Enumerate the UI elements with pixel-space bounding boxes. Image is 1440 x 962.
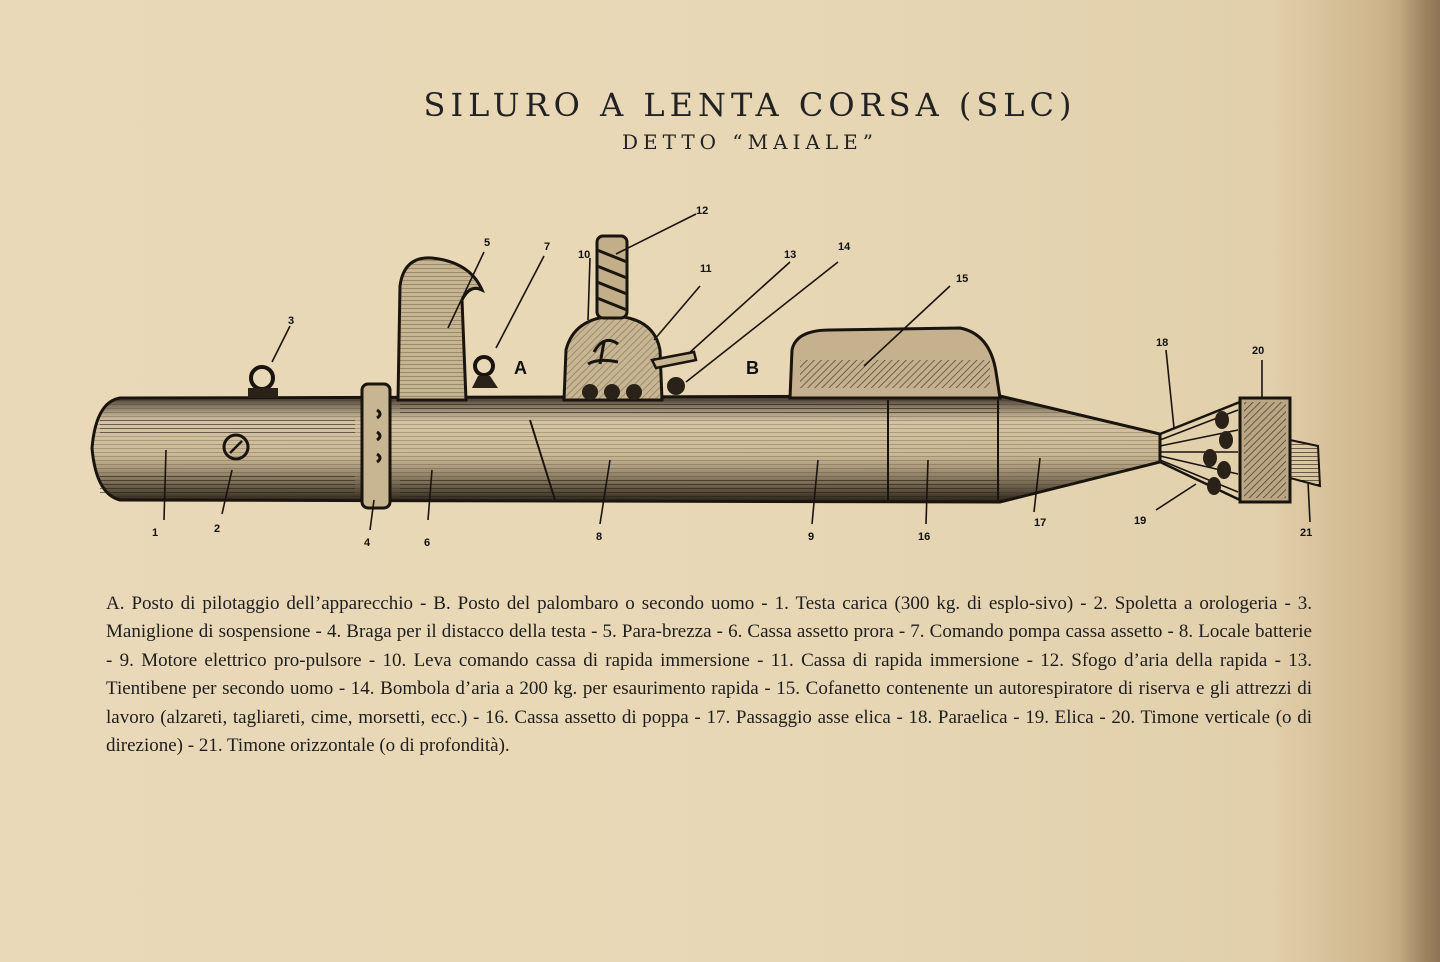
callout-3: 3 <box>288 315 295 327</box>
callout-8: 8 <box>596 531 603 543</box>
torpedo-hull <box>92 384 1160 508</box>
figure-title: SILURO A LENTA CORSA (SLC) <box>423 86 1077 124</box>
callout-21: 21 <box>1300 527 1313 539</box>
callout-1: 1 <box>152 527 159 539</box>
callout-2: 2 <box>214 523 221 535</box>
callout-9: 9 <box>808 531 815 543</box>
callout-19: 19 <box>1134 515 1147 527</box>
section-label-b: B <box>746 358 759 378</box>
callout-17: 17 <box>1034 517 1047 529</box>
callout-13: 13 <box>784 249 797 261</box>
tool-box <box>790 328 1000 398</box>
section-label-a: A <box>514 358 527 378</box>
callout-6: 6 <box>424 537 431 549</box>
windshield <box>398 258 482 400</box>
figure-legend-caption: A. Posto di pilotaggio dell’apparecchio - B. Posto del palombaro o secondo uomo - 1. Testa carica (300 kg. di esplo-sivo) - 2. Spoletta a orologeria - 3. Maniglione di sospensione - 4. Braga per il distacco della testa - 5. Para-brezza - 6. Cassa assetto prora - 7. Comando pompa cassa assetto - 8. Locale batterie - 9. Motore elettrico pro-pulsore - 10. Leva comando cassa di rapida immersione - 11. Cassa di rapida immersione - 12. Sfogo d’aria della rapida - 13. Tientibene per secondo uomo - 14. Bombola d’aria a 200 kg. per esaurimento rapida - 15. Cofanetto contenente un autorespiratore di riserva e gli attrezzi di lavoro (alzareti, tagliareti, cime, morsetti, ecc.) - 16. Cassa assetto di poppa - 17. Passaggio asse elica - 18. Paraelica - 19. Elica - 20. Timone verticale (o di direzione) - 21. Timone orizzontale (o di profondità). <box>106 593 1312 757</box>
callout-5: 5 <box>484 237 491 249</box>
pump-control-handle <box>472 357 498 388</box>
callout-11: 11 <box>700 263 712 275</box>
callout-4: 4 <box>364 537 371 549</box>
callout-12: 12 <box>696 205 709 217</box>
callout-16: 16 <box>918 531 931 543</box>
callout-10: 10 <box>578 249 591 261</box>
suspension-handle <box>248 367 278 398</box>
callout-18: 18 <box>1156 337 1169 349</box>
callout-20: 20 <box>1252 345 1265 357</box>
callout-14: 14 <box>838 241 851 253</box>
callout-15: 15 <box>956 273 969 285</box>
figure-subtitle: DETTO “MAIALE” <box>621 130 879 154</box>
callout-7: 7 <box>544 241 551 253</box>
propeller-assembly <box>1160 402 1240 500</box>
